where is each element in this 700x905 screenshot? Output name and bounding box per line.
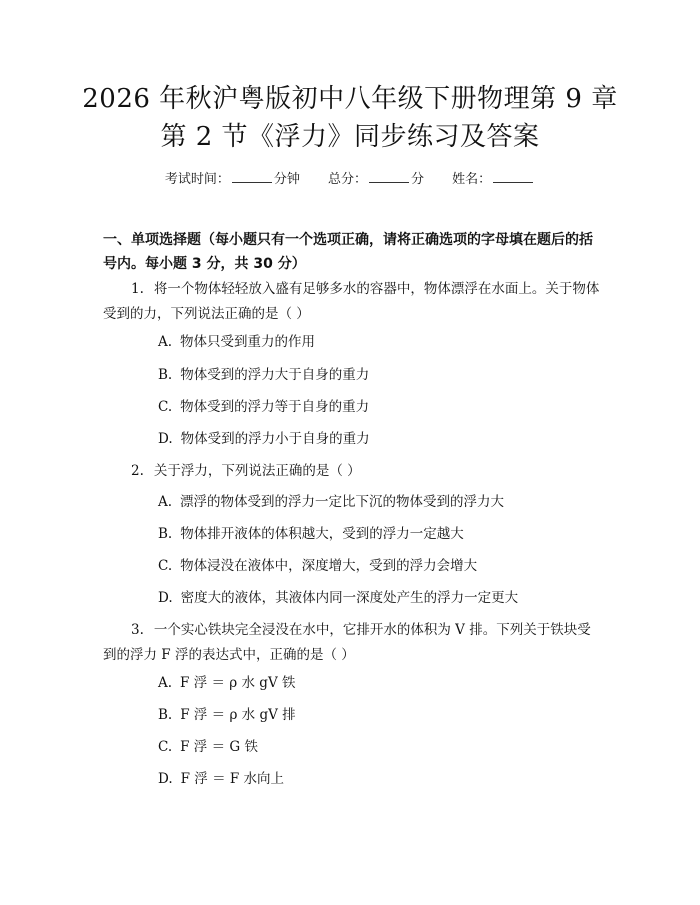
student-name-blank — [493, 168, 533, 183]
option-text: 物体受到的浮力等于自身的重力 — [180, 399, 370, 415]
question-1-option-d — [158, 428, 598, 450]
question-text: 关于浮力，下列说法正确的是（ ） — [153, 463, 361, 479]
option-letter: A. — [158, 334, 173, 350]
option-letter: C. — [158, 399, 173, 415]
option-text: 物体受到的浮力小于自身的重力 — [180, 431, 370, 447]
section-heading: 一、单项选择题（每小题只有一个选项正确，请将正确选项的字母填在题后的括号内。每小题 3 分，共 30 分） — [103, 232, 593, 272]
option-text: 密度大的液体，其液体内同一深度处产生的浮力一定更大 — [180, 590, 519, 606]
total-score-label: 总分： — [327, 172, 367, 187]
option-letter: D. — [158, 590, 173, 606]
question-text: 一个实心铁块完全浸没在水中，它排开水的体积为 V 排。下列关于铁块受到的浮力 F 浮的表达式中，正确的是（ ） — [103, 622, 591, 663]
question-2 — [103, 459, 603, 484]
student-name — [452, 168, 535, 190]
document-title-line2: 第 2 节《浮力》同步练习及答案 — [160, 122, 540, 152]
option-letter: B. — [158, 367, 173, 383]
question-2-option-d — [158, 587, 598, 609]
question-number: 1. — [131, 281, 144, 297]
option-letter: C. — [158, 739, 173, 755]
question-number: 2. — [131, 463, 144, 479]
option-letter: B. — [158, 526, 173, 542]
option-text: F 浮 ＝ ρ 水 gV 排 — [180, 707, 296, 723]
option-letter: A. — [158, 494, 173, 510]
exam-time-label: 考试时间： — [164, 172, 230, 187]
option-letter: D. — [158, 431, 173, 447]
option-text: 漂浮的物体受到的浮力一定比下沉的物体受到的浮力大 — [180, 494, 505, 510]
question-3-option-a — [158, 672, 598, 694]
total-score-unit: 分 — [411, 172, 425, 187]
option-letter: C. — [158, 558, 173, 574]
question-text: 将一个物体轻轻放入盛有足够多水的容器中，物体漂浮在水面上。关于物体受到的力，下列说法正确的是（ ） — [103, 281, 600, 322]
question-3-option-c — [158, 736, 598, 758]
option-letter: A. — [158, 675, 173, 691]
option-letter: D. — [158, 771, 173, 787]
option-text: 物体受到的浮力大于自身的重力 — [180, 367, 370, 383]
question-1-option-a — [158, 331, 598, 353]
exam-time-blank — [232, 168, 272, 183]
question-3-option-d — [158, 768, 598, 790]
option-text: 物体浸没在液体中，深度增大，受到的浮力会增大 — [180, 558, 478, 574]
question-2-option-a — [158, 491, 598, 513]
question-2-option-b — [158, 523, 598, 545]
question-2-option-c — [158, 555, 598, 577]
question-1-option-c — [158, 396, 598, 418]
student-name-label: 姓名： — [452, 172, 492, 187]
option-text: F 浮 ＝ F 水向上 — [180, 771, 285, 787]
option-text: F 浮 ＝ ρ 水 gV 铁 — [180, 675, 296, 691]
option-text: F 浮 ＝ G 铁 — [180, 739, 258, 755]
question-3-option-b — [158, 704, 598, 726]
document-title-line1: 2026 年秋沪粤版初中八年级下册物理第 9 章 — [82, 84, 618, 114]
question-1 — [103, 277, 603, 327]
exam-meta — [0, 168, 700, 190]
total-score-blank — [369, 168, 409, 183]
total-score — [328, 168, 424, 190]
question-3 — [103, 618, 603, 668]
option-letter: B. — [158, 707, 173, 723]
option-text: 物体排开液体的体积越大，受到的浮力一定越大 — [180, 526, 464, 542]
exam-time — [165, 168, 300, 190]
question-1-option-b — [158, 364, 598, 386]
exam-time-unit: 分钟 — [273, 172, 300, 187]
option-text: 物体只受到重力的作用 — [180, 334, 316, 350]
question-number: 3. — [131, 622, 144, 638]
